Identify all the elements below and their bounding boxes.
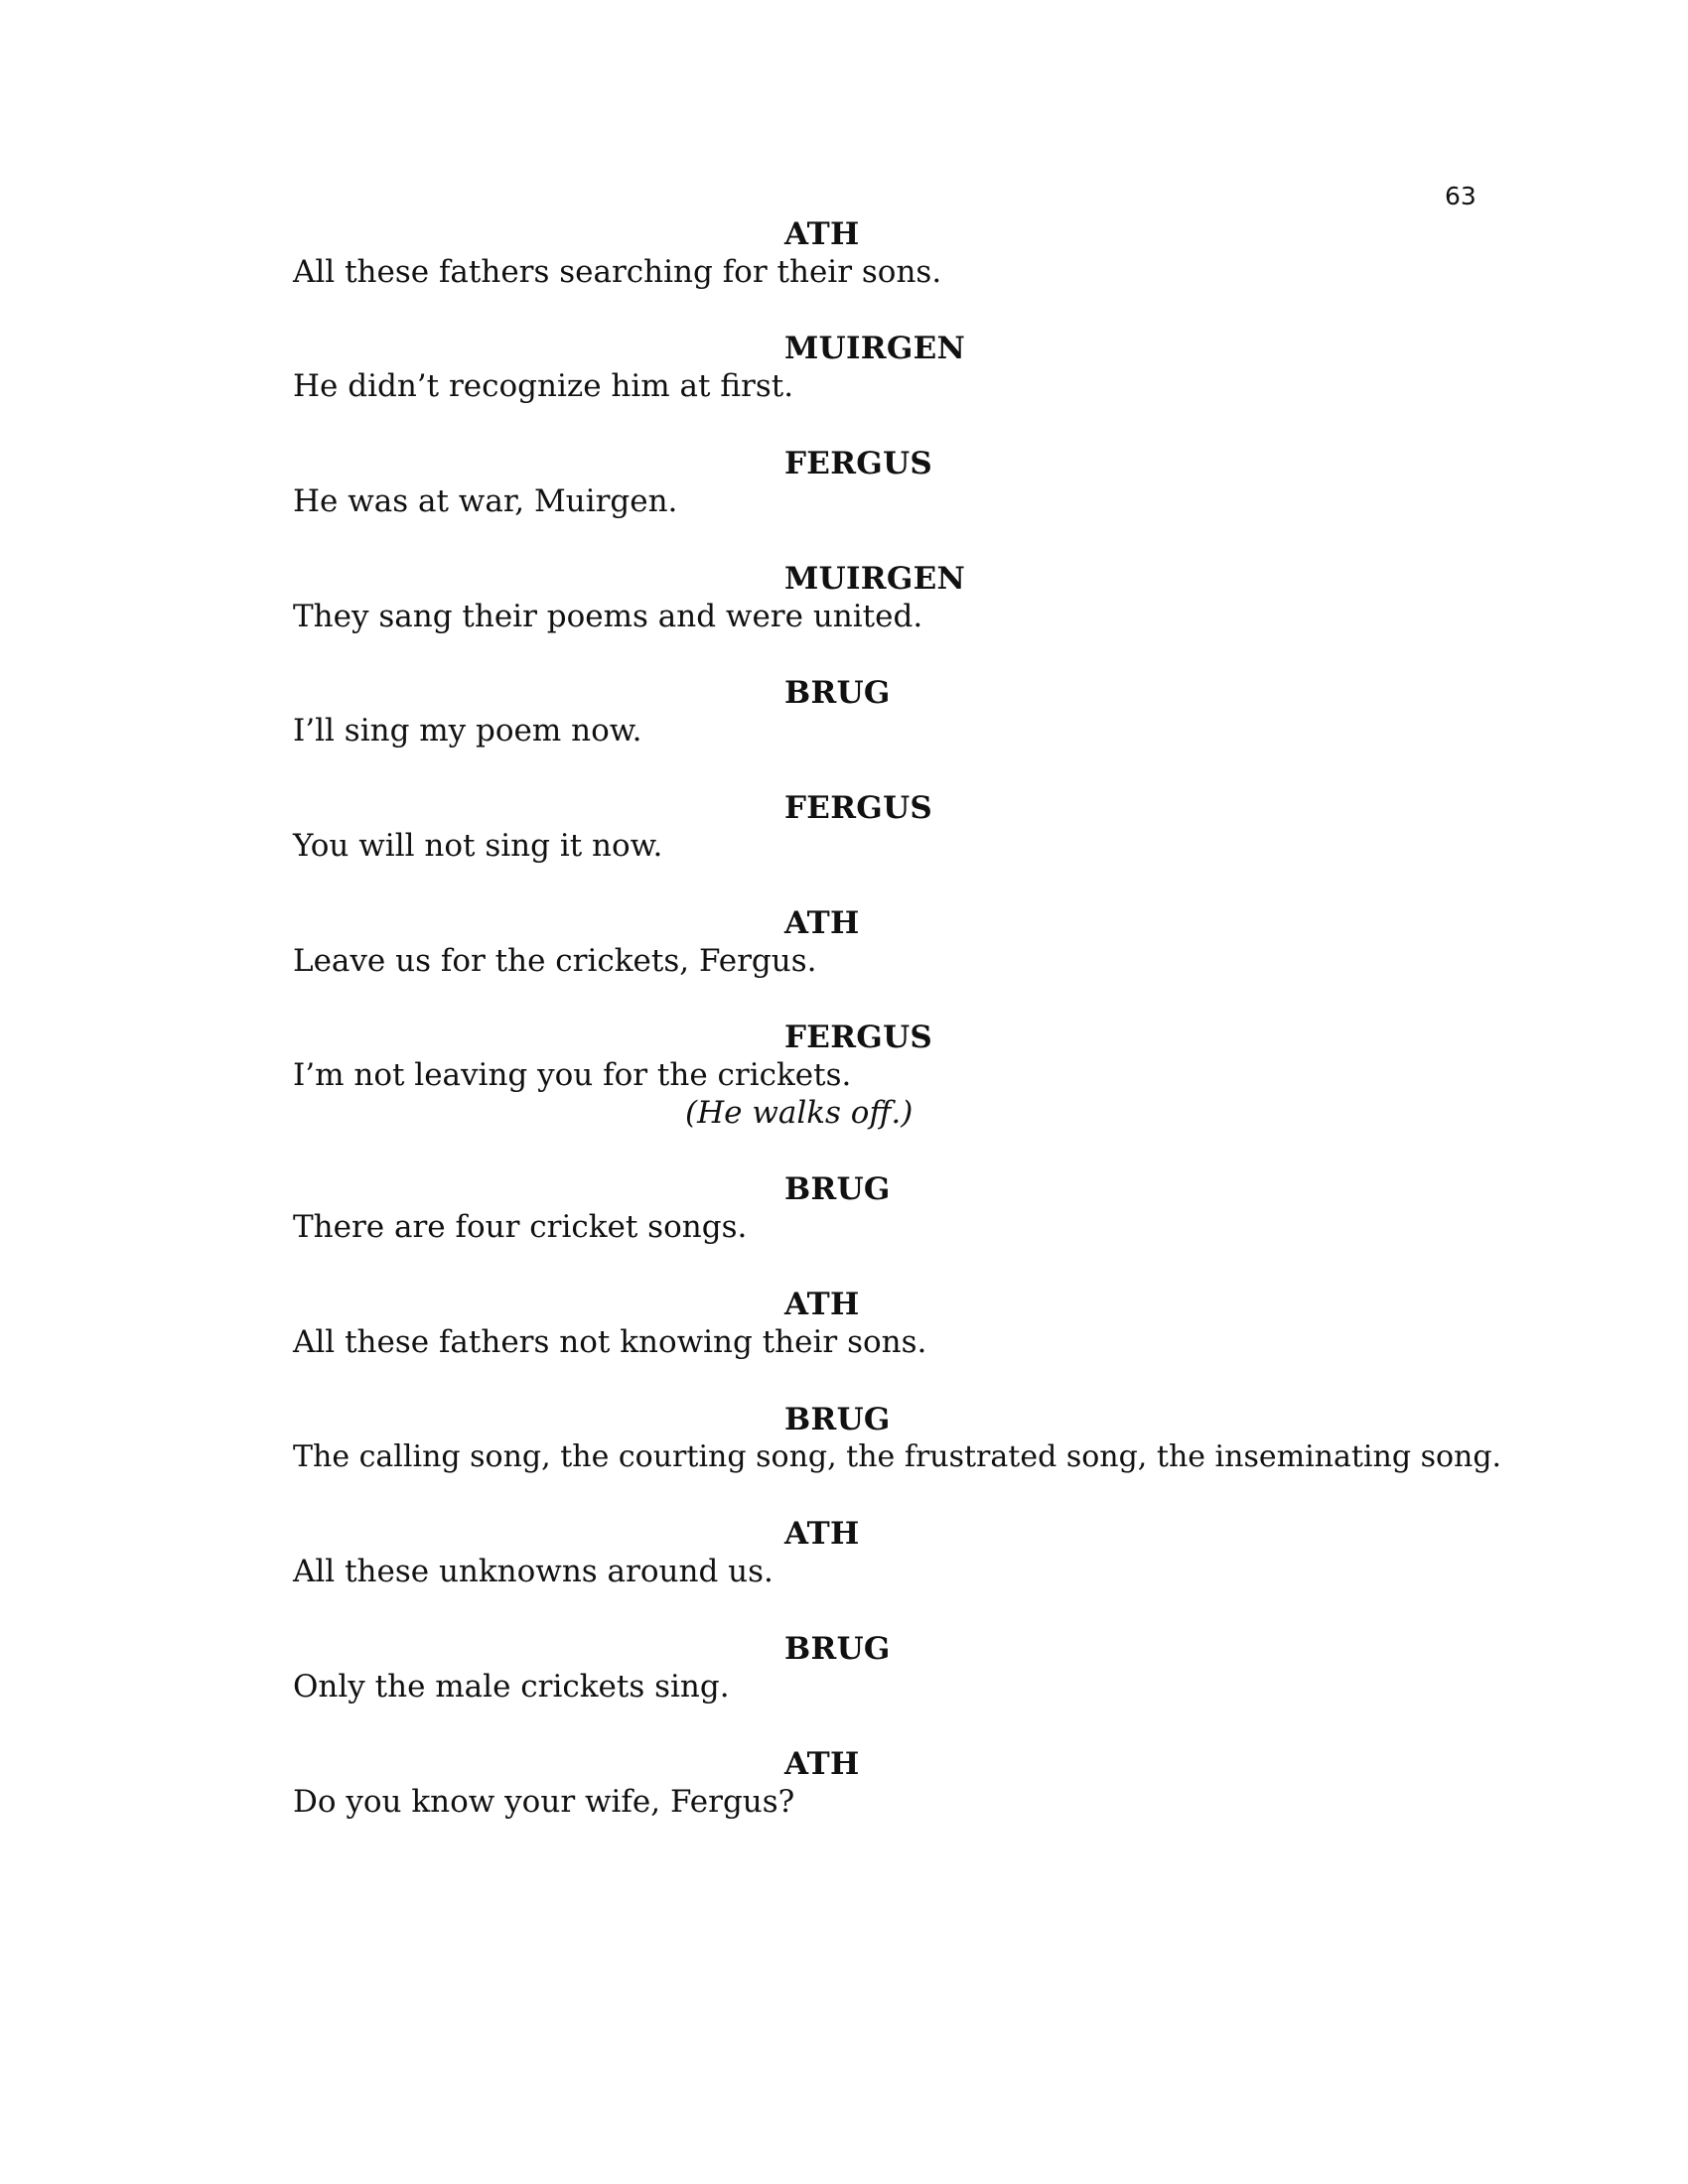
- dialogue-line: They sang their poems and were united.: [293, 599, 923, 634]
- character-name: FERGUS: [784, 790, 933, 826]
- stage-direction: (He walks off.): [685, 1095, 914, 1131]
- dialogue-line: He didn’t recognize him at first.: [293, 368, 794, 404]
- dialogue-line: I’m not leaving you for the crickets.: [293, 1057, 852, 1093]
- character-name: ATH: [784, 216, 860, 252]
- character-name: ATH: [784, 1516, 860, 1552]
- dialogue-line: Do you know your wife, Fergus?: [293, 1784, 795, 1820]
- character-name: ATH: [784, 1287, 860, 1322]
- dialogue-line: You will not sing it now.: [293, 828, 663, 864]
- dialogue-line: All these fathers searching for their sons.: [293, 254, 942, 290]
- dialogue-line: All these fathers not knowing their sons.: [293, 1324, 927, 1360]
- dialogue-line: I’ll sing my poem now.: [293, 713, 642, 749]
- character-name: BRUG: [784, 1631, 891, 1667]
- dialogue-line: He was at war, Muirgen.: [293, 483, 678, 519]
- character-name: BRUG: [784, 1171, 891, 1207]
- character-name: BRUG: [784, 675, 891, 711]
- character-name: FERGUS: [784, 1020, 933, 1055]
- character-name: ATH: [784, 905, 860, 941]
- character-name: FERGUS: [784, 446, 933, 481]
- character-name: ATH: [784, 1746, 860, 1782]
- dialogue-line: There are four cricket songs.: [293, 1209, 748, 1245]
- dialogue-line: All these unknowns around us.: [293, 1554, 774, 1589]
- character-name: BRUG: [784, 1402, 891, 1437]
- dialogue-line: Only the male crickets sing.: [293, 1669, 730, 1705]
- dialogue-line: Leave us for the crickets, Fergus.: [293, 943, 817, 979]
- character-name: MUIRGEN: [784, 561, 966, 597]
- dialogue-line: The calling song, the courting song, the frustrated song, the inseminating song.: [293, 1439, 1502, 1474]
- character-name: MUIRGEN: [784, 331, 966, 366]
- page-number: 63: [1445, 182, 1477, 210]
